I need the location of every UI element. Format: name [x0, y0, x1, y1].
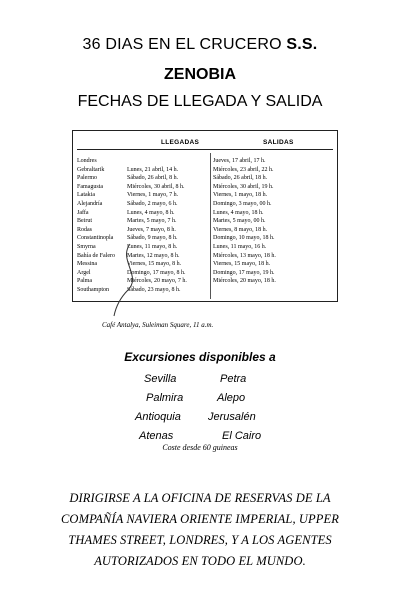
- schedule-row: [73, 183, 339, 192]
- departure-time: Miércoles, 13 mayo, 18 h.: [213, 252, 276, 259]
- departure-time: Viernes, 8 mayo, 18 h.: [213, 226, 268, 233]
- schedule-row: [73, 226, 339, 235]
- port-name: Palma: [77, 278, 92, 285]
- ship-name: ZENOBIA: [164, 66, 236, 83]
- title-ship-prefix: S.S.: [286, 36, 318, 53]
- port-name: Latakia: [77, 192, 95, 199]
- excursion-item: Jerusalén: [208, 411, 256, 423]
- booking-notice-line: AUTORIZADOS EN TODO EL MUNDO.: [94, 554, 306, 568]
- excursion-cost: Coste desde 60 guineas: [162, 443, 238, 452]
- departure-time: Domingo, 17 mayo, 19 h.: [213, 269, 275, 276]
- schedule-card: [72, 130, 338, 330]
- schedule-row: [73, 191, 339, 200]
- port-name: Beirut: [77, 218, 92, 225]
- excursion-item: Atenas: [139, 430, 174, 442]
- departures-header: SALIDAS: [263, 139, 294, 146]
- excursion-item: Alepo: [217, 392, 246, 404]
- departure-time: Lunes, 4 mayo, 18 h.: [213, 209, 264, 216]
- schedule-row: [73, 157, 339, 166]
- excursion-item: Palmira: [146, 392, 184, 404]
- booking-notice-line: COMPAÑÍA NAVIERA ORIENTE IMPERIAL, UPPER: [61, 512, 339, 526]
- port-name: Gebraltarik: [77, 166, 105, 173]
- excursion-item: Sevilla: [144, 373, 177, 385]
- departure-time: Domingo, 3 mayo, 00 h.: [213, 200, 272, 207]
- schedule-row: [73, 200, 339, 209]
- arrival-time: Lunes, 21 abril, 14 h.: [127, 166, 179, 173]
- title-cruise-days: 36 DIAS EN EL CRUCERO: [82, 36, 282, 53]
- port-name: Londres: [77, 158, 97, 164]
- arrival-time: Martes, 5 mayo, 7 h.: [127, 218, 177, 225]
- departure-time: Miércoles, 30 abril, 19 h.: [213, 183, 274, 190]
- port-name: Smyrna: [77, 243, 96, 250]
- departure-time: Lunes, 11 mayo, 16 h.: [213, 243, 267, 250]
- title-line-1: [0, 36, 400, 54]
- excursions-left-column: [130, 370, 183, 446]
- departure-time: Martes, 5 mayo, 00 h.: [213, 218, 266, 225]
- arrival-time: Miércoles, 20 mayo, 7 h.: [127, 278, 187, 285]
- departure-time: Miércoles, 23 abril, 22 h.: [213, 166, 274, 173]
- header-rule: [77, 149, 333, 150]
- handwritten-mark-icon: [112, 240, 152, 320]
- departure-time: Jueves, 17 abril, 17 h.: [213, 158, 266, 164]
- port-name: Famagusta: [77, 183, 103, 190]
- arrival-time: Sábado, 9 mayo, 8 h.: [127, 235, 178, 242]
- handwritten-caption: Café Antalya, Suleiman Square, 11 a.m.: [102, 321, 214, 329]
- booking-notice-line: THAMES STREET, LONDRES, Y A LOS AGENTES: [68, 533, 332, 547]
- arrival-time: Domingo, 17 mayo, 8 h.: [127, 269, 186, 276]
- arrival-time: Lunes, 11 mayo, 8 h.: [127, 243, 178, 250]
- port-name: Constantinopla: [77, 235, 114, 242]
- port-name: Rodas: [77, 226, 92, 233]
- excursion-item: El Cairo: [222, 430, 262, 442]
- port-name: Palermo: [77, 175, 97, 182]
- excursion-item: Antioquia: [135, 411, 181, 423]
- arrival-time: Lunes, 4 mayo, 8 h.: [127, 209, 175, 216]
- schedule-heading: FECHAS DE LLEGADA Y SALIDA: [77, 93, 323, 110]
- port-name: Messina: [77, 261, 97, 268]
- booking-notice: [20, 488, 380, 572]
- departure-time: Viernes, 15 mayo, 18 h.: [213, 261, 271, 268]
- port-name: Bahía de Falero: [77, 252, 115, 259]
- port-name: Jaffa: [77, 209, 89, 216]
- departure-time: Viernes, 1 mayo, 18 h.: [213, 192, 268, 199]
- arrival-time: Sábado, 2 mayo, 6 h.: [127, 200, 178, 207]
- excursion-item: Petra: [220, 373, 247, 385]
- schedule-row: [73, 166, 339, 175]
- departure-time: Sábado, 26 abril, 18 h.: [213, 175, 268, 182]
- excursions-right-column: [208, 370, 261, 446]
- arrival-time: Martes, 12 mayo, 8 h.: [127, 252, 180, 259]
- port-name: Southampton: [77, 286, 110, 293]
- departure-time: Miércoles, 20 mayo, 18 h.: [213, 278, 276, 285]
- arrival-time: Viernes, 15 mayo, 8 h.: [127, 261, 182, 268]
- booking-notice-line: DIRIGIRSE A LA OFICINA DE RESERVAS DE LA: [69, 491, 331, 505]
- departure-time: Domingo, 10 mayo, 18 h.: [213, 235, 275, 242]
- arrival-time: Sábado, 26 abril, 8 h.: [127, 175, 179, 182]
- schedule-row: [73, 209, 339, 218]
- arrival-time: Jueves, 7 mayo, 8 h.: [127, 226, 176, 233]
- port-name: Alejandría: [77, 200, 103, 207]
- arrival-time: Miércoles, 30 abril, 8 h.: [127, 183, 185, 190]
- arrivals-header: LLEGADAS: [161, 139, 200, 146]
- arrival-time: Viernes, 1 mayo, 7 h.: [127, 192, 179, 199]
- arrival-time: Sábado, 23 mayo, 8 h.: [127, 286, 181, 293]
- schedule-row: [73, 174, 339, 183]
- schedule-row: [73, 217, 339, 226]
- excursions-title: Excursiones disponibles a: [124, 350, 276, 364]
- port-name: Argel: [77, 269, 91, 276]
